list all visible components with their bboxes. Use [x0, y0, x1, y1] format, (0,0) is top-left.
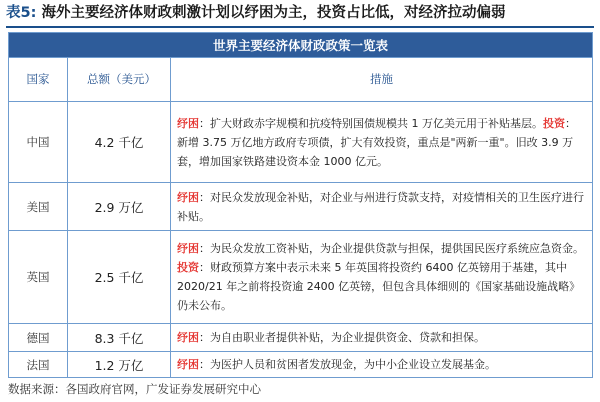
- amount-cell: 1.2 万亿: [68, 352, 171, 378]
- country-cell: 英国: [9, 231, 68, 324]
- data-source-note: 数据来源：各国政府官网，广发证券发展研究中心: [8, 382, 261, 396]
- amount-cell: 4.2 千亿: [68, 102, 171, 183]
- amount-cell: 2.5 千亿: [68, 231, 171, 324]
- amount-cell: 2.9 万亿: [68, 183, 171, 231]
- header-amount: [68, 58, 171, 102]
- table-row-france: [9, 352, 593, 378]
- measure-cell: [171, 231, 593, 324]
- investment-text: ：新增 3.75 万亿地方政府专项债，扩大有效投资，重点是"两新一重"。旧改 3.9 万套，增加国家铁路建设资本金 1000 亿元。: [177, 116, 576, 168]
- table-title-row: [9, 33, 593, 58]
- table-title: 世界主要经济体财政政策一览表: [9, 33, 593, 58]
- relief-text: ：为医护人员和贫困者发放现金，为中小企业设立发展基金。: [199, 358, 496, 371]
- header-measures: 措施: [171, 58, 593, 102]
- caption-text: 海外主要经济体财政刺激计划以纾困为主，投资占比低，对经济拉动偏弱: [41, 5, 506, 21]
- country-cell: 法国: [9, 352, 68, 378]
- measure-cell: [171, 352, 593, 378]
- country-cell: 德国: [9, 324, 68, 352]
- country-cell: 中国: [9, 102, 68, 183]
- country-cell: 美国: [9, 183, 68, 231]
- relief-tag: 纾困: [177, 358, 199, 371]
- fiscal-policy-table: [8, 32, 593, 378]
- header-country: 国家: [9, 58, 68, 102]
- caption-divider: [6, 26, 594, 28]
- amount-cell: 8.3 千亿: [68, 324, 171, 352]
- relief-tag: 纾困: [177, 190, 199, 204]
- relief-tag: 纾困: [177, 331, 199, 344]
- relief-text: ：对民众发放现金补贴，对企业与州进行贷款支持，对疫情相关的卫生医疗进行补贴。: [177, 190, 584, 223]
- investment-text: ：财政预算方案中表示未来 5 年英国将投资约 6400 亿英镑用于基建，其中 2020/21 年之前将投资逾 2400 亿英镑，但包含具体细则的《国家基础设施战略》仍未公布。: [177, 261, 581, 312]
- relief-text: ：扩大财政赤字规模和抗疫特别国债规模共 1 万亿美元用于补贴基层。: [199, 116, 543, 130]
- relief-text: ：为自由职业者提供补贴，为企业提供资金、贷款和担保。: [199, 331, 485, 344]
- measure-cell: [171, 102, 593, 183]
- measure-cell: [171, 183, 593, 231]
- table-header-row: [9, 58, 593, 102]
- table-row-china: [9, 102, 593, 183]
- caption-label: 表5:: [6, 5, 37, 21]
- table-row-uk: [9, 231, 593, 324]
- relief-text: ：为民众发放工资补贴，为企业提供贷款与担保，提供国民医疗系统应急资金。: [199, 242, 584, 255]
- relief-tag: 纾困: [177, 242, 199, 255]
- investment-tag: 投资: [177, 261, 199, 274]
- relief-tag: 纾困: [177, 116, 199, 130]
- table-caption: [6, 2, 505, 24]
- table-row-germany: [9, 324, 593, 352]
- header-amount-text: 总额（美元）: [87, 72, 156, 86]
- table-row-usa: [9, 183, 593, 231]
- measure-cell: [171, 324, 593, 352]
- investment-tag: 投资: [543, 116, 565, 130]
